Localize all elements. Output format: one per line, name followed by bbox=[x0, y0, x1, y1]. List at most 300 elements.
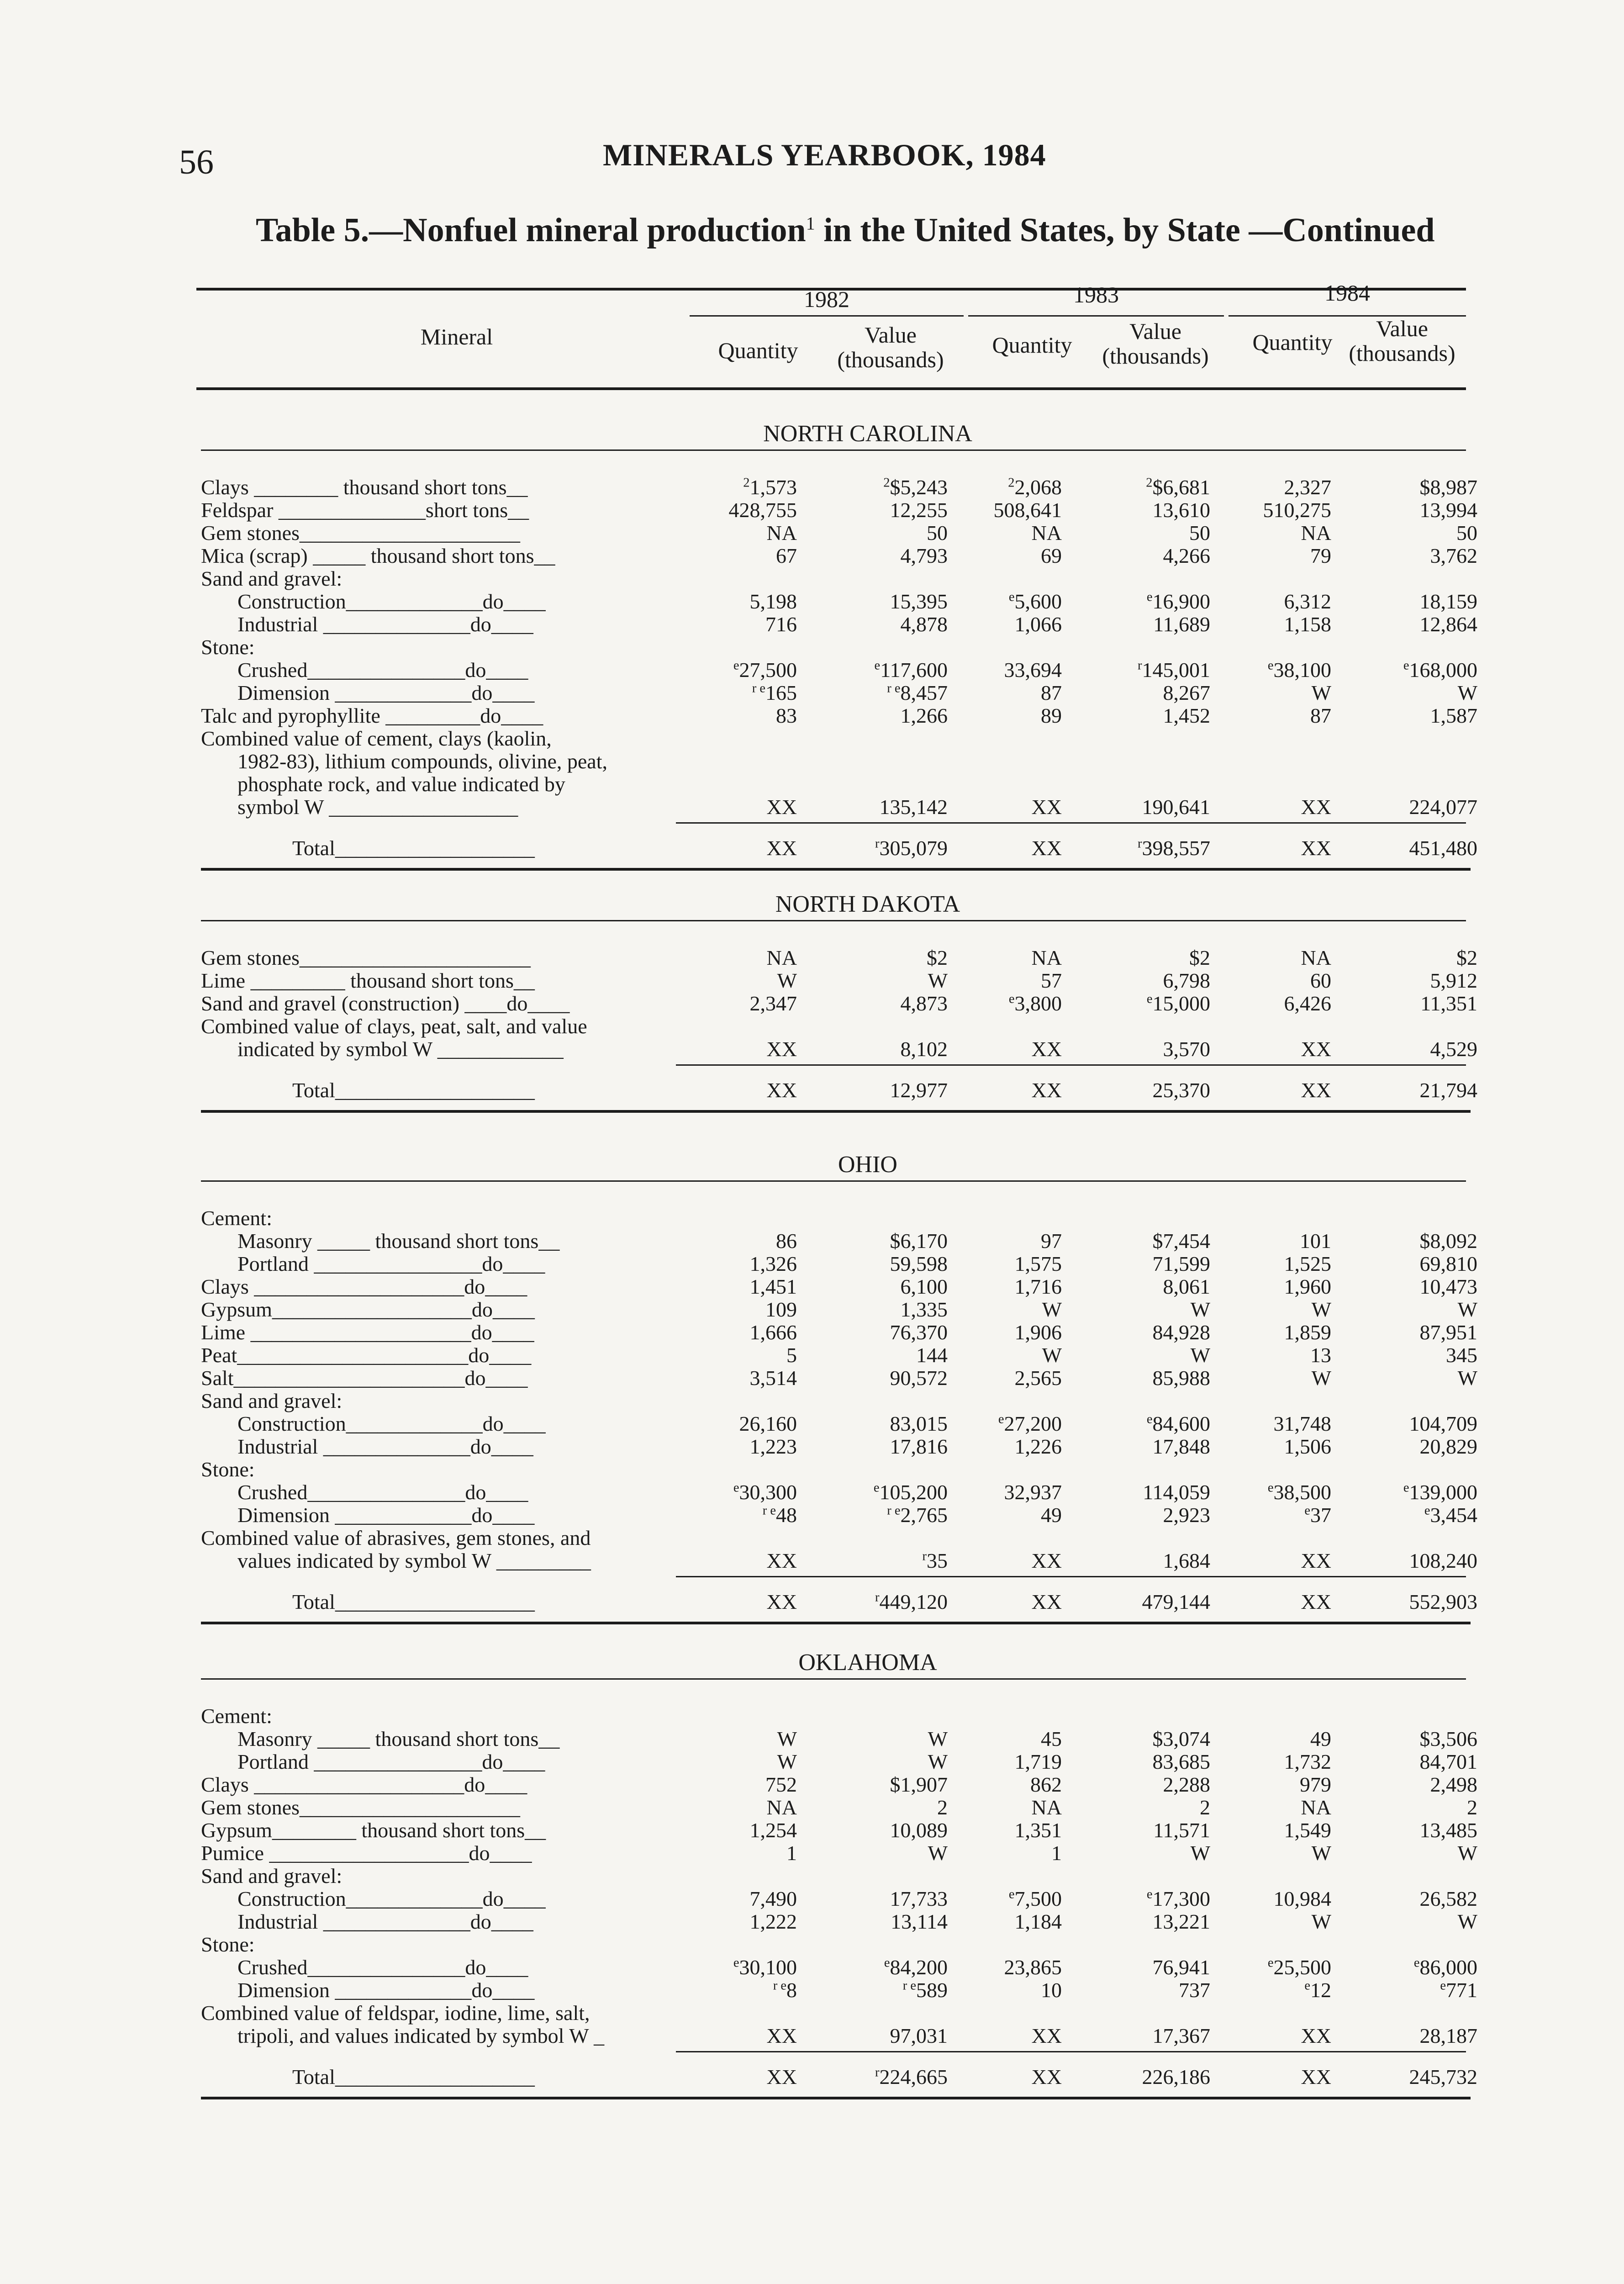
cell-footnote-mark: r bbox=[875, 1590, 880, 1605]
year-header-1984: 1984 bbox=[1324, 280, 1370, 306]
cell-value: 97,031 bbox=[890, 2024, 948, 2047]
cell-footnote-mark: e bbox=[1008, 1887, 1015, 1902]
cell-value: 8,457 bbox=[900, 681, 948, 704]
cell-value: $8,092 bbox=[1419, 1229, 1477, 1253]
cell-value: W bbox=[777, 1727, 797, 1750]
cell-value: 17,367 bbox=[1152, 2024, 1210, 2047]
cell-value: 6,426 bbox=[1284, 992, 1331, 1015]
quantity-cell bbox=[750, 1887, 797, 1911]
cell-value: 17,848 bbox=[1152, 1435, 1210, 1458]
cell-value: 479,144 bbox=[1142, 1590, 1210, 1613]
cell-footnote-mark: e bbox=[733, 1480, 739, 1495]
quantity-cell bbox=[1032, 2024, 1062, 2048]
value-cell bbox=[1409, 2065, 1478, 2089]
table-row bbox=[0, 1795, 1624, 1818]
cell-value: 1 bbox=[1051, 1841, 1062, 1865]
quantity-cell bbox=[1004, 658, 1062, 682]
quantity-cell bbox=[1042, 1297, 1062, 1322]
cell-footnote-mark: 2 bbox=[883, 476, 890, 490]
mineral-label: symbol W __________________ bbox=[237, 795, 518, 819]
quantity-header-1984: Quantity bbox=[1252, 329, 1333, 355]
section-bottom-rule bbox=[201, 2097, 1471, 2099]
quantity-cell bbox=[1312, 1366, 1331, 1390]
value-cell bbox=[1467, 1795, 1477, 1819]
cell-value: 8 bbox=[786, 1978, 797, 2002]
cell-value: 104,709 bbox=[1409, 1412, 1477, 1435]
value-cell bbox=[1430, 703, 1478, 728]
cell-value: 20,829 bbox=[1419, 1435, 1477, 1458]
cell-footnote-mark: r bbox=[875, 2065, 880, 2080]
value-cell bbox=[901, 1274, 948, 1299]
cell-value: 2,327 bbox=[1284, 476, 1331, 499]
cell-value: 7,500 bbox=[1014, 1887, 1062, 1910]
cell-value: XX bbox=[1031, 836, 1062, 860]
cell-value: NA bbox=[1301, 1796, 1331, 1819]
cell-value: XX bbox=[766, 2065, 797, 2088]
quantity-cell bbox=[765, 1772, 797, 1797]
quantity-cell bbox=[777, 1727, 797, 1751]
quantity-cell bbox=[773, 1978, 797, 2002]
value-cell bbox=[1153, 2024, 1211, 2048]
cell-value: 4,529 bbox=[1430, 1037, 1477, 1061]
quantity-cell bbox=[1041, 1978, 1062, 2002]
quantity-cell bbox=[1042, 1343, 1062, 1367]
cell-value: 10,984 bbox=[1273, 1887, 1331, 1910]
section-rule bbox=[201, 920, 1466, 921]
value-cell bbox=[1153, 1078, 1211, 1102]
quantity-cell bbox=[750, 1274, 797, 1299]
table-row bbox=[0, 1549, 1624, 1571]
value-cell bbox=[1200, 1795, 1210, 1819]
cell-footnote-mark: e bbox=[733, 1956, 739, 1970]
value-cell bbox=[890, 2024, 948, 2048]
cell-value: XX bbox=[1031, 1079, 1062, 1102]
value-cell bbox=[1430, 544, 1478, 568]
cell-value: XX bbox=[1301, 1037, 1331, 1061]
quantity-cell bbox=[1312, 1297, 1331, 1322]
cell-value: 60 bbox=[1310, 969, 1331, 992]
cell-footnote-mark: e bbox=[1403, 658, 1409, 673]
cell-value: W bbox=[777, 1750, 797, 1773]
value-cell bbox=[1420, 612, 1478, 636]
cell-footnote-mark: e bbox=[998, 1412, 1004, 1427]
mineral-label: Salt______________________do____ bbox=[201, 1366, 528, 1390]
value-cell bbox=[1163, 1503, 1211, 1527]
quantity-cell bbox=[1015, 1274, 1062, 1299]
value-label: Value bbox=[865, 322, 917, 348]
cell-value: XX bbox=[766, 836, 797, 860]
cell-value: 71,599 bbox=[1152, 1252, 1210, 1275]
table-row bbox=[0, 991, 1624, 1014]
cell-value: 2 bbox=[937, 1796, 948, 1819]
cell-value: 168,000 bbox=[1409, 658, 1477, 682]
cell-value: NA bbox=[1031, 1796, 1062, 1819]
quantity-cell bbox=[776, 703, 797, 728]
value-cell bbox=[887, 681, 948, 705]
cell-footnote-mark: 2 bbox=[1008, 476, 1015, 490]
cell-value: 1,575 bbox=[1014, 1252, 1062, 1275]
value-cell bbox=[1420, 498, 1478, 522]
quantity-cell bbox=[765, 1297, 797, 1322]
cell-value: 1,716 bbox=[1014, 1275, 1062, 1298]
table-row bbox=[0, 795, 1624, 818]
value-cell bbox=[927, 521, 948, 545]
quantity-cell bbox=[763, 1503, 797, 1527]
value-unit: (thousands) bbox=[1102, 343, 1209, 369]
table-row bbox=[0, 1412, 1624, 1434]
value-cell bbox=[1420, 589, 1478, 613]
mineral-label: Mica (scrap) _____ thousand short tons__ bbox=[201, 544, 555, 567]
cell-value: 224,077 bbox=[1409, 795, 1477, 819]
cell-value: 1,732 bbox=[1284, 1750, 1331, 1773]
cell-value: 1 bbox=[786, 1841, 797, 1865]
cell-value: $2 bbox=[927, 946, 948, 969]
cell-value: 1,451 bbox=[749, 1275, 797, 1298]
quantity-cell bbox=[767, 836, 797, 860]
cell-value: 25,370 bbox=[1152, 1079, 1210, 1102]
value-cell bbox=[1147, 589, 1210, 613]
mineral-label: Combined value of clays, peat, salt, and value bbox=[201, 1015, 587, 1038]
cell-value: 305,079 bbox=[879, 836, 948, 860]
value-cell bbox=[928, 1841, 948, 1865]
cell-footnote-mark: e bbox=[1146, 1887, 1153, 1902]
quantity-cell bbox=[733, 1955, 797, 1979]
value-cell bbox=[928, 968, 948, 993]
cell-value: 428,755 bbox=[728, 498, 797, 522]
cell-value: 1,184 bbox=[1014, 1910, 1062, 1933]
cell-value: W bbox=[928, 969, 948, 992]
cell-value: 10 bbox=[1041, 1978, 1062, 2002]
value-cell bbox=[903, 1978, 948, 2002]
value-cell bbox=[890, 1252, 948, 1276]
mineral-label: Dimension _____________do____ bbox=[237, 1503, 535, 1527]
quantity-cell bbox=[786, 1343, 797, 1367]
cell-value: 2,288 bbox=[1163, 1773, 1210, 1796]
mineral-label: Portland ________________do____ bbox=[237, 1252, 545, 1275]
table-row bbox=[0, 475, 1624, 498]
section-title: OHIO bbox=[838, 1152, 897, 1178]
cell-value: XX bbox=[1301, 1590, 1331, 1613]
cell-footnote-mark: r e bbox=[887, 1503, 901, 1518]
quantity-cell bbox=[1301, 1037, 1331, 1061]
value-cell bbox=[1179, 1978, 1210, 2002]
cell-value: 27,500 bbox=[739, 658, 797, 682]
cell-footnote-mark: e bbox=[1146, 1412, 1153, 1427]
cell-value: 32,937 bbox=[1004, 1480, 1062, 1504]
cell-value: 2,565 bbox=[1014, 1366, 1062, 1390]
quantity-cell bbox=[1300, 1229, 1331, 1253]
cell-value: $5,243 bbox=[890, 476, 948, 499]
quantity-cell bbox=[776, 1229, 797, 1253]
cell-value: 83,685 bbox=[1152, 1750, 1210, 1773]
cell-value: W bbox=[1311, 681, 1331, 704]
running-head: MINERALS YEARBOOK, 1984 bbox=[603, 137, 1046, 172]
table-row bbox=[0, 1014, 1624, 1037]
quantity-cell bbox=[750, 1434, 797, 1459]
quantity-cell bbox=[1284, 475, 1332, 499]
cell-value: W bbox=[928, 1727, 948, 1750]
cell-value: XX bbox=[1301, 836, 1331, 860]
table-row bbox=[0, 1274, 1624, 1297]
cell-value: XX bbox=[1031, 2024, 1062, 2047]
cell-footnote-mark: e bbox=[1304, 1978, 1310, 1993]
value-cell bbox=[874, 1480, 948, 1504]
cell-value: 84,200 bbox=[890, 1956, 948, 1979]
section-rule bbox=[201, 1678, 1466, 1680]
mineral-header: Mineral bbox=[420, 324, 493, 349]
value-cell bbox=[1146, 475, 1210, 499]
cell-footnote-mark: e bbox=[884, 1956, 890, 1970]
section-title: OKLAHOMA bbox=[798, 1650, 937, 1676]
value-cell bbox=[890, 1887, 948, 1911]
quantity-cell bbox=[1301, 521, 1331, 545]
cell-value: 2,068 bbox=[1014, 476, 1062, 499]
quantity-cell bbox=[1301, 1795, 1331, 1819]
quantity-cell bbox=[1301, 1078, 1331, 1102]
cell-footnote-mark: 2 bbox=[1146, 476, 1153, 490]
mineral-label: Masonry _____ thousand short tons__ bbox=[237, 1727, 560, 1750]
quantity-cell bbox=[765, 612, 797, 636]
cell-value: 67 bbox=[776, 544, 797, 567]
table-row bbox=[0, 1772, 1624, 1795]
cell-value: 59,598 bbox=[890, 1252, 948, 1275]
table-row bbox=[0, 1503, 1624, 1526]
cell-value: 12,255 bbox=[890, 498, 948, 522]
mineral-label: Sand and gravel: bbox=[201, 1389, 343, 1412]
cell-value: 6,312 bbox=[1284, 590, 1331, 613]
cell-value: XX bbox=[1301, 1079, 1331, 1102]
cell-value: 1,506 bbox=[1284, 1435, 1331, 1458]
cell-footnote-mark: e bbox=[1008, 992, 1015, 1006]
total-row bbox=[0, 2065, 1624, 2088]
table-row bbox=[0, 1366, 1624, 1389]
quantity-cell bbox=[767, 795, 797, 819]
mineral-label: Crushed_______________do____ bbox=[237, 658, 528, 682]
value-cell bbox=[901, 991, 948, 1015]
year-rule-1982 bbox=[690, 315, 964, 317]
value-cell bbox=[1163, 544, 1211, 568]
value-cell bbox=[890, 498, 948, 522]
table-title-footnote-ref: 1 bbox=[806, 213, 815, 234]
cell-value: 48 bbox=[776, 1503, 797, 1527]
cell-value: 33,694 bbox=[1004, 658, 1062, 682]
cell-value: 49 bbox=[1310, 1727, 1331, 1750]
table-title bbox=[256, 211, 1435, 250]
cell-value: 3,454 bbox=[1430, 1503, 1477, 1527]
cell-value: 1,684 bbox=[1163, 1549, 1210, 1572]
quantity-cell bbox=[767, 1549, 797, 1573]
table-row bbox=[0, 1909, 1624, 1932]
cell-value: 752 bbox=[765, 1773, 797, 1796]
quantity-cell bbox=[1015, 1320, 1062, 1344]
cell-value: 13,994 bbox=[1419, 498, 1477, 522]
quantity-cell bbox=[750, 1252, 797, 1276]
quantity-cell bbox=[750, 991, 797, 1015]
value-cell bbox=[1420, 1750, 1478, 1774]
quantity-cell bbox=[786, 1841, 797, 1865]
value-cell bbox=[1163, 1549, 1211, 1573]
mineral-label: Peat______________________do____ bbox=[201, 1343, 532, 1367]
value-cell bbox=[1153, 498, 1211, 522]
value-cell bbox=[1142, 1590, 1211, 1614]
value-cell bbox=[1458, 1841, 1477, 1865]
quantity-cell bbox=[767, 946, 797, 970]
cell-value: 76,370 bbox=[890, 1321, 948, 1344]
cell-value: 3,762 bbox=[1430, 544, 1477, 567]
value-cell bbox=[1430, 1037, 1478, 1061]
value-cell bbox=[1143, 1480, 1210, 1504]
cell-value: 589 bbox=[916, 1978, 948, 2002]
header-bottom-rule bbox=[196, 387, 1466, 390]
cell-value: W bbox=[1042, 1343, 1062, 1367]
value-cell bbox=[1142, 2065, 1211, 2089]
cell-value: $6,681 bbox=[1152, 476, 1210, 499]
quantity-cell bbox=[1015, 1252, 1062, 1276]
cell-value: W bbox=[777, 969, 797, 992]
cell-value: 21,794 bbox=[1419, 1079, 1477, 1102]
value-cell bbox=[1458, 1366, 1477, 1390]
value-cell bbox=[1163, 681, 1211, 705]
cell-value: 5 bbox=[786, 1343, 797, 1367]
value-cell bbox=[1403, 658, 1477, 682]
cell-value: XX bbox=[766, 1549, 797, 1572]
cell-value: $6,170 bbox=[890, 1229, 948, 1253]
mineral-label: Masonry _____ thousand short tons__ bbox=[237, 1229, 560, 1253]
cell-value: 23,865 bbox=[1004, 1956, 1062, 1979]
section-rule bbox=[201, 449, 1466, 451]
cell-footnote-mark: r e bbox=[762, 1503, 776, 1518]
cell-value: 26,160 bbox=[739, 1412, 797, 1435]
cell-value: XX bbox=[1301, 2024, 1331, 2047]
value-cell bbox=[1458, 1297, 1477, 1322]
table-row bbox=[0, 703, 1624, 726]
value-cell bbox=[1147, 991, 1210, 1015]
quantity-cell bbox=[1030, 1772, 1062, 1797]
quantity-cell bbox=[994, 498, 1062, 522]
cell-value: 12,864 bbox=[1419, 613, 1477, 636]
cell-value: 83 bbox=[776, 704, 797, 727]
quantity-cell bbox=[1041, 1229, 1062, 1253]
quantity-cell bbox=[1032, 946, 1062, 970]
cell-value: 5,600 bbox=[1014, 590, 1062, 613]
cell-value: 165 bbox=[765, 681, 797, 704]
value-header-1982 bbox=[817, 323, 964, 372]
cell-value: 737 bbox=[1179, 1978, 1210, 2002]
mineral-label: Clays ____________________do____ bbox=[201, 1773, 527, 1796]
value-cell bbox=[875, 836, 948, 860]
quantity-cell bbox=[1301, 2024, 1331, 2048]
mineral-label: Construction_____________do____ bbox=[237, 590, 546, 613]
quantity-cell bbox=[1263, 498, 1332, 522]
mineral-label: Stone: bbox=[201, 1933, 255, 1956]
year-rule-1983 bbox=[968, 315, 1224, 317]
value-cell bbox=[884, 1955, 948, 1979]
mineral-label: Feldspar ______________short tons__ bbox=[201, 498, 529, 522]
cell-value: $3,506 bbox=[1419, 1727, 1477, 1750]
quantity-cell bbox=[1304, 1503, 1331, 1527]
table-row bbox=[0, 1727, 1624, 1750]
mineral-label: Industrial ______________do____ bbox=[237, 1435, 533, 1458]
value-cell bbox=[1191, 1297, 1210, 1322]
quantity-cell bbox=[767, 2065, 797, 2089]
cell-value: 38,100 bbox=[1273, 658, 1331, 682]
cell-value: $3,074 bbox=[1152, 1727, 1210, 1750]
quantity-cell bbox=[1015, 612, 1062, 636]
value-cell bbox=[1409, 1590, 1478, 1614]
cell-value: 57 bbox=[1041, 969, 1062, 992]
cell-value: 1,859 bbox=[1284, 1321, 1331, 1344]
mineral-label: Gem stones______________________ bbox=[201, 946, 531, 969]
cell-value: 1,587 bbox=[1430, 704, 1477, 727]
value-cell bbox=[1409, 1412, 1478, 1436]
cell-value: $8,987 bbox=[1419, 476, 1477, 499]
value-cell bbox=[1163, 1037, 1211, 1061]
value-cell bbox=[901, 1037, 948, 1061]
table-title-suffix: in the United States, by State —Continued bbox=[815, 211, 1435, 249]
cell-value: 37 bbox=[1310, 1503, 1331, 1527]
value-cell bbox=[1153, 1320, 1211, 1344]
table-row bbox=[0, 968, 1624, 991]
cell-value: 5,198 bbox=[749, 590, 797, 613]
quantity-cell bbox=[777, 968, 797, 993]
table-row bbox=[0, 635, 1624, 658]
cell-value: 13,221 bbox=[1152, 1910, 1210, 1933]
page-number: 56 bbox=[179, 143, 214, 181]
cell-value: 86,000 bbox=[1419, 1956, 1477, 1979]
mineral-label: Stone: bbox=[201, 635, 255, 659]
cell-value: NA bbox=[766, 1796, 797, 1819]
cell-footnote-mark: e bbox=[1413, 1956, 1420, 1970]
cell-value: 245,732 bbox=[1409, 2065, 1477, 2088]
quantity-cell bbox=[1301, 795, 1331, 819]
cell-value: 76,941 bbox=[1152, 1956, 1210, 1979]
cell-value: 145,001 bbox=[1142, 658, 1210, 682]
cell-value: 16,900 bbox=[1152, 590, 1210, 613]
quantity-cell bbox=[750, 1818, 797, 1842]
cell-value: XX bbox=[1031, 795, 1062, 819]
value-cell bbox=[1414, 1955, 1477, 1979]
cell-value: 1,266 bbox=[900, 704, 948, 727]
cell-value: 8,061 bbox=[1163, 1275, 1210, 1298]
cell-value: 1,226 bbox=[1014, 1435, 1062, 1458]
cell-value: 862 bbox=[1030, 1773, 1062, 1796]
mineral-label: Combined value of feldspar, iodine, lime, salt, bbox=[201, 2001, 590, 2025]
cell-value: XX bbox=[1031, 2065, 1062, 2088]
quantity-cell bbox=[1301, 1549, 1331, 1573]
cell-value: 25,500 bbox=[1273, 1956, 1331, 1979]
cell-value: 510,275 bbox=[1263, 498, 1331, 522]
value-header-1984 bbox=[1334, 316, 1471, 365]
cell-value: 2,347 bbox=[749, 992, 797, 1015]
table-row bbox=[0, 2024, 1624, 2046]
quantity-cell bbox=[1041, 544, 1062, 568]
table-row bbox=[0, 1704, 1624, 1727]
mineral-label: Total___________________ bbox=[292, 1590, 535, 1613]
cell-value: 6,798 bbox=[1163, 969, 1210, 992]
quantity-cell bbox=[1274, 1887, 1332, 1911]
quantity-cell bbox=[1310, 968, 1331, 993]
cell-value: W bbox=[1190, 1298, 1210, 1321]
section-title: NORTH DAKOTA bbox=[775, 891, 960, 917]
cell-value: XX bbox=[766, 1590, 797, 1613]
cell-value: 69 bbox=[1041, 544, 1062, 567]
value-cell bbox=[1420, 1229, 1478, 1253]
value-cell bbox=[1138, 836, 1210, 860]
value-cell bbox=[928, 1727, 948, 1751]
cell-value: W bbox=[1042, 1298, 1062, 1321]
cell-value: 2,923 bbox=[1163, 1503, 1210, 1527]
value-cell bbox=[890, 1434, 948, 1459]
